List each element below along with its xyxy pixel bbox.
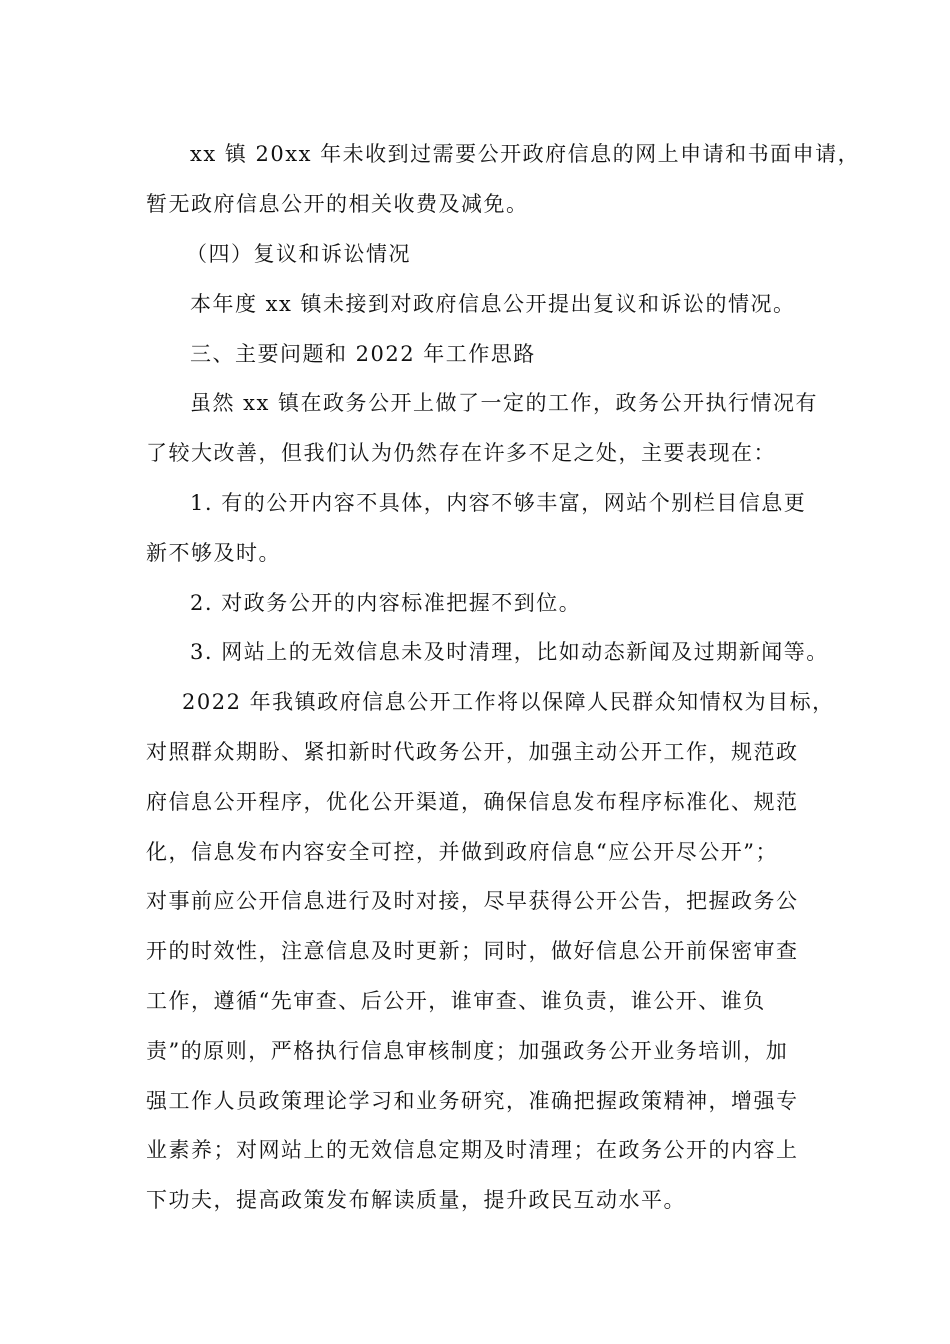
text-line: 责”的原则，严格执行信息审核制度；加强政务公开业务培训，加: [146, 1039, 789, 1063]
section-heading: 三、主要问题和 2022 年工作思路: [190, 342, 536, 366]
text-line: 2022 年我镇政府信息公开工作将以保障人民群众知情权为目标，: [182, 690, 835, 714]
list-item: 3. 网站上的无效信息未及时清理，比如动态新闻及过期新闻等。: [190, 640, 829, 664]
text-line: 业素养；对网站上的无效信息定期及时清理；在政务公开的内容上: [146, 1138, 799, 1162]
text-line: 本年度 xx 镇未接到对政府信息公开提出复议和诉讼的情况。: [190, 292, 796, 316]
text-line: 新不够及时。: [146, 541, 281, 565]
text-line: 虽然 xx 镇在政务公开上做了一定的工作，政务公开执行情况有: [190, 391, 819, 415]
text-line: 对照群众期盼、紧扣新时代政务公开，加强主动公开工作，规范政: [146, 740, 799, 764]
text-line: 对事前应公开信息进行及时对接，尽早获得公开公告，把握政务公: [146, 889, 799, 913]
text-line: 工作，遵循“先审查、后公开，谁审查、谁负责，谁公开、谁负: [146, 989, 766, 1013]
list-item: 1. 有的公开内容不具体，内容不够丰富，网站个别栏目信息更: [190, 491, 807, 515]
text-line: xx 镇 20xx 年未收到过需要公开政府信息的网上申请和书面申请，: [190, 142, 861, 166]
text-line: 暂无政府信息公开的相关收费及减免。: [146, 192, 529, 216]
text-line: 开的时效性，注意信息及时更新；同时，做好信息公开前保密审查: [146, 939, 799, 963]
section-heading: （四）复议和诉讼情况: [186, 242, 411, 266]
text-line: 强工作人员政策理论学习和业务研究，准确把握政策精神，增强专: [146, 1089, 799, 1113]
text-line: 下功夫，提高政策发布解读质量，提升政民互动水平。: [146, 1188, 686, 1212]
list-item: 2. 对政务公开的内容标准把握不到位。: [190, 591, 582, 615]
text-line: 了较大改善，但我们认为仍然存在许多不足之处，主要表现在：: [146, 441, 776, 465]
text-line: 府信息公开程序，优化公开渠道，确保信息发布程序标准化、规范: [146, 790, 799, 814]
text-line: 化，信息发布内容安全可控，并做到政府信息“应公开尽公开”；: [146, 840, 778, 864]
